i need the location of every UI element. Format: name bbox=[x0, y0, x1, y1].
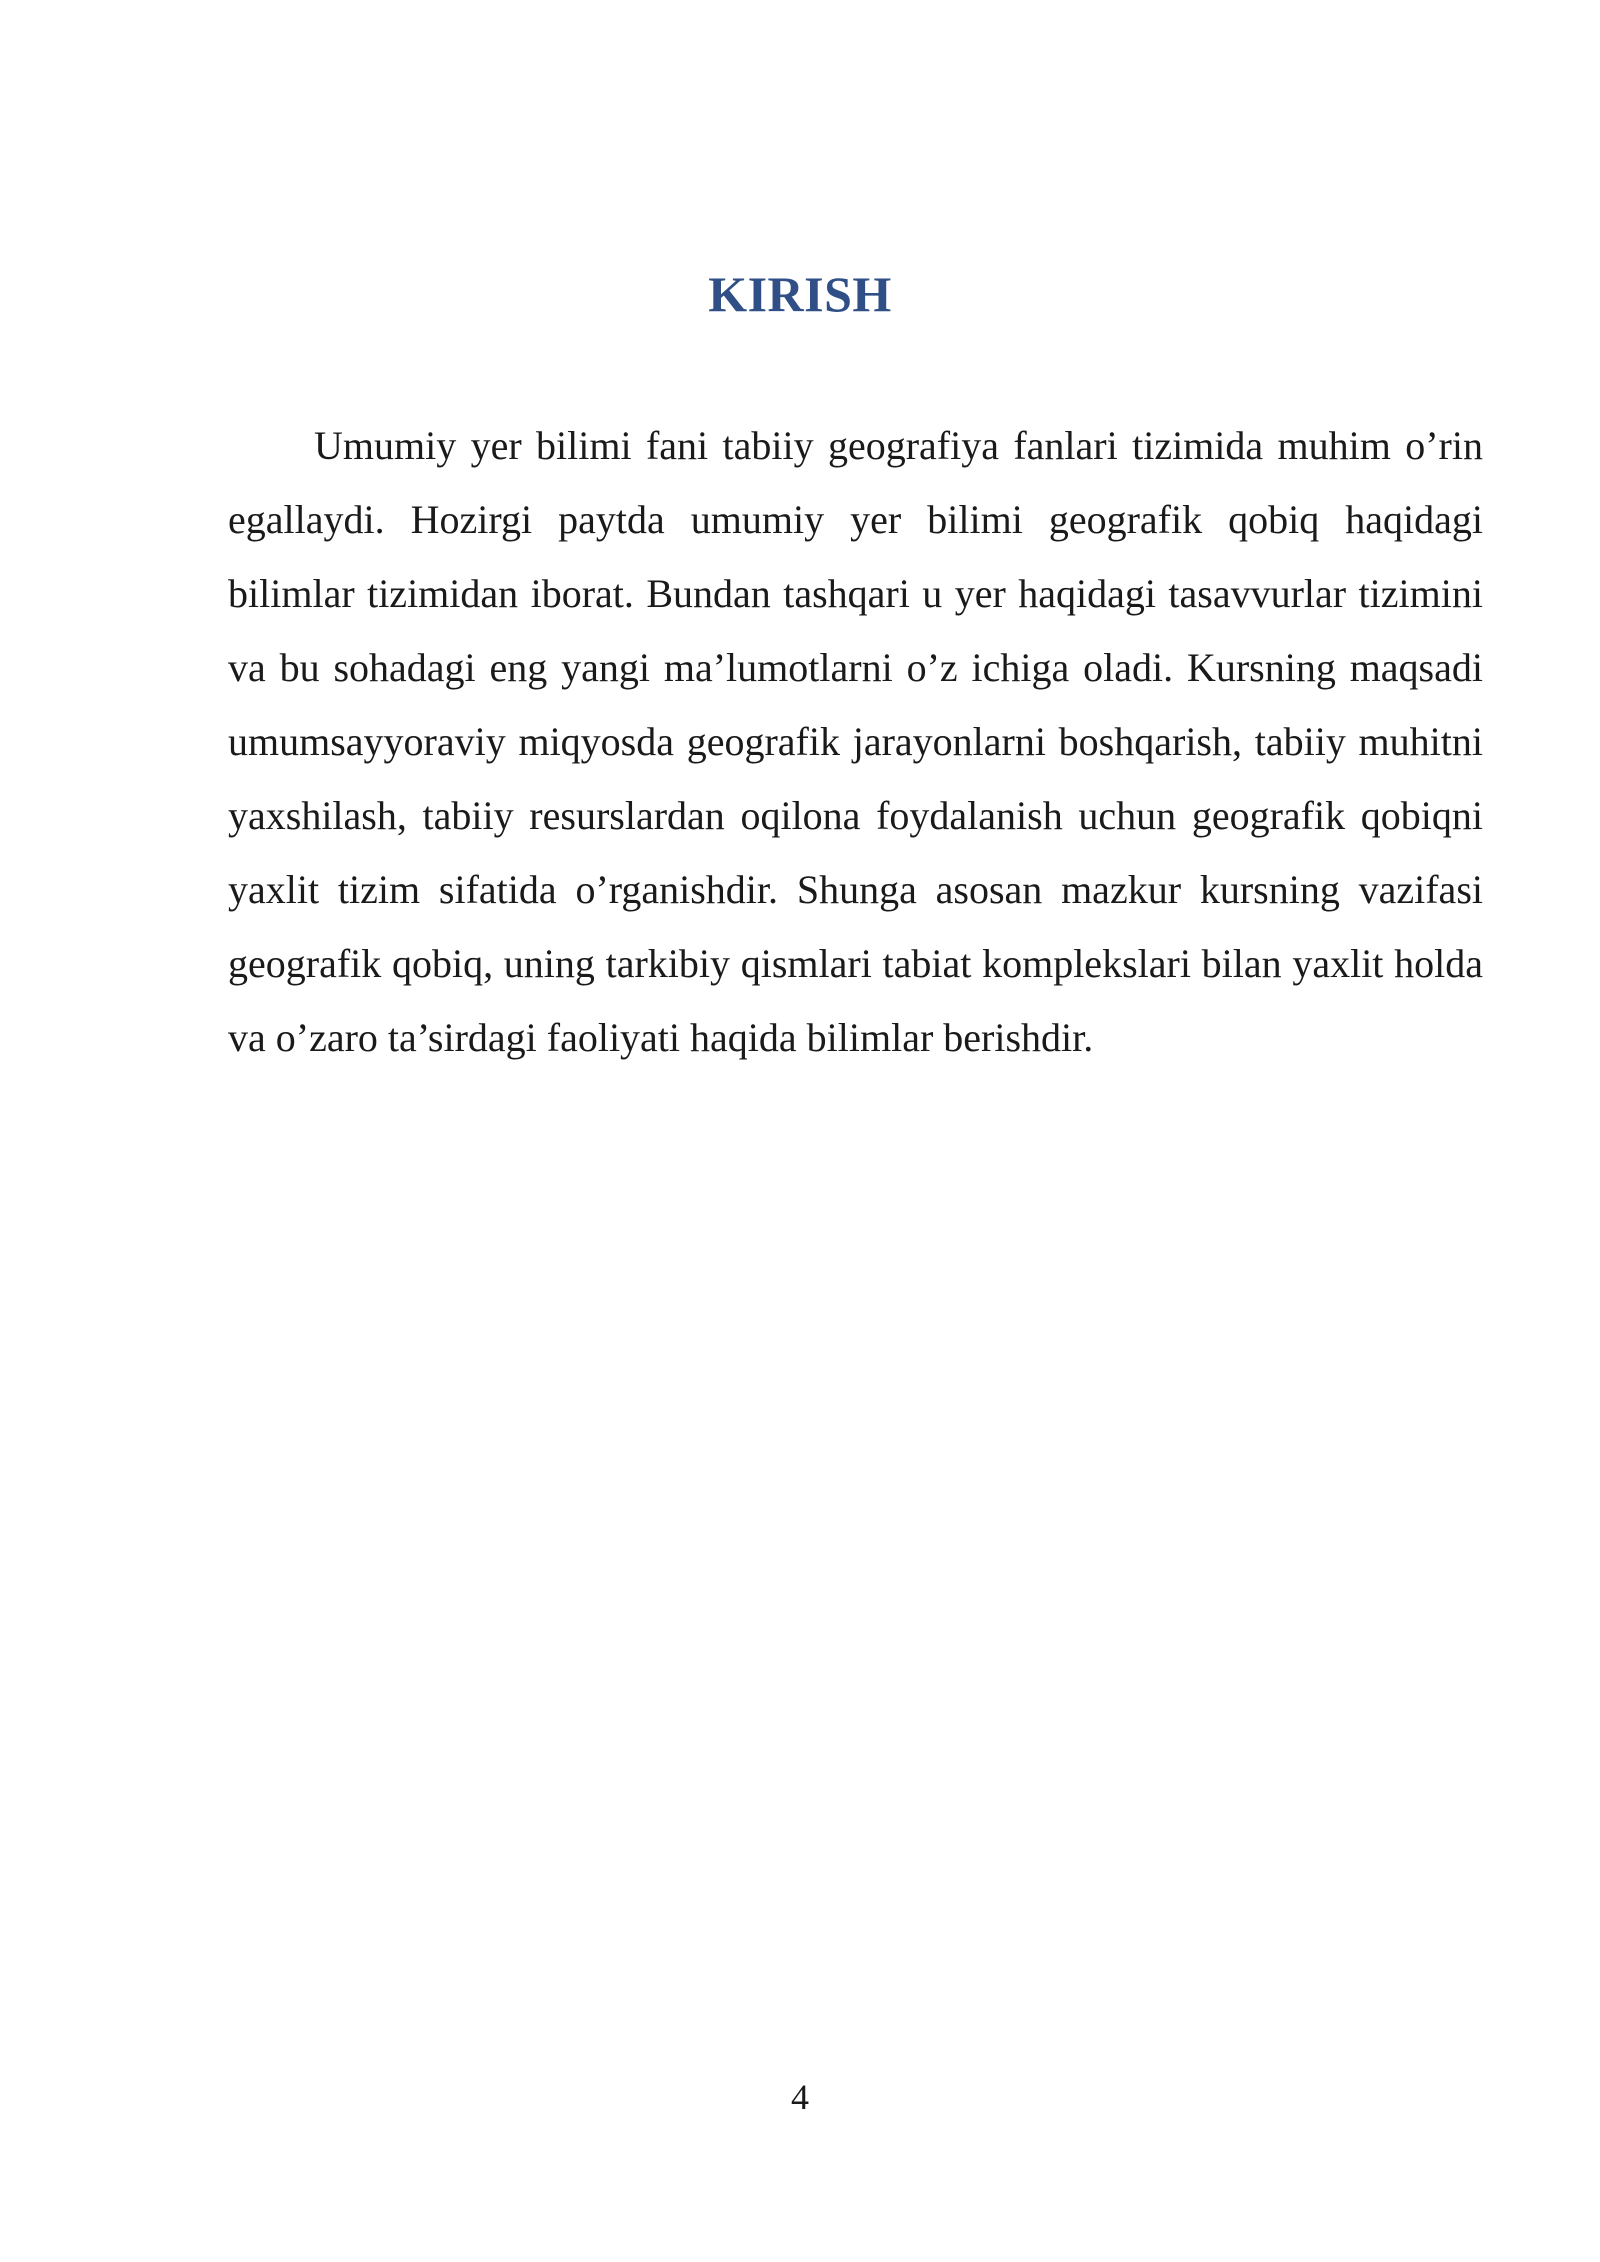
page-title: KIRISH bbox=[708, 266, 892, 322]
intro-paragraph: Umumiy yer bilimi fani tabiiy geografiya fanlari tizimida muhim o’rin egallaydi. Hozirgi paytda umumiy yer bilimi geografik qobiq haqidagi bilimlar tizimidan iborat. Bundan tashqari u yer haqidagi tasavvurlar tizimini va bu sohadagi eng yangi ma’lumotlarni o’z ichiga oladi. Kursning maqsadi umumsayyoraviy miqyosda geografik jarayonlarni boshqarish, tabiiy muhitni yaxshilash, tabiiy resurslardan oqilona foydalanish uchun geografik qobiqni yaxlit tizim sifatida o’rganishdir. Shunga asosan mazkur kursning vazifasi geografik qobiq, uning tarkibiy qismlari tabiat komplekslari bilan yaxlit holda va o’zaro ta’sirdagi faoliyati haqida bilimlar berishdir. bbox=[228, 423, 1483, 1060]
page-number: 4 bbox=[791, 2077, 809, 2117]
